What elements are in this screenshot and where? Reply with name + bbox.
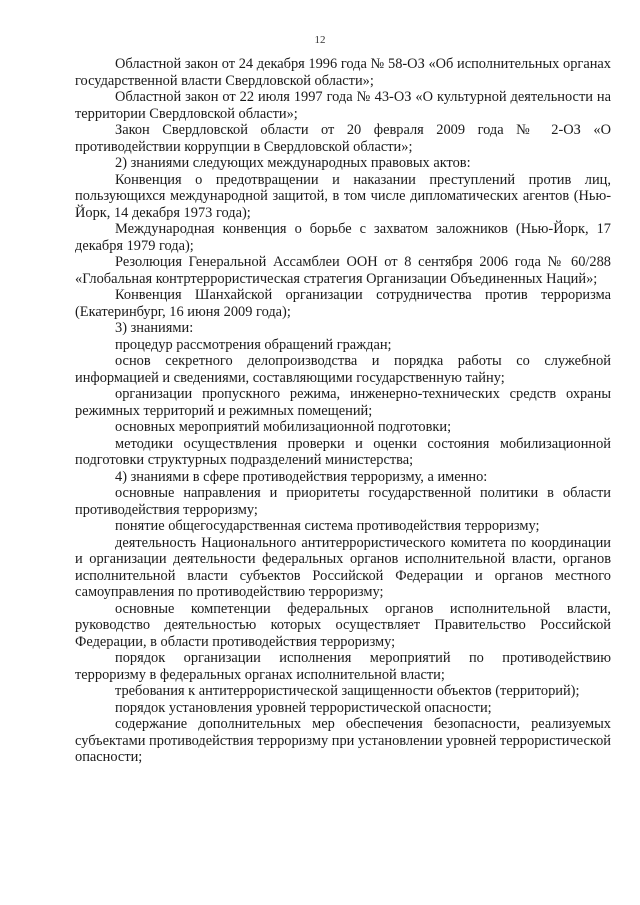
paragraph-intl-acts-heading: 2) знаниями следующих международных правовых актов:	[115, 155, 471, 171]
paragraph-law-43-oz: Областной закон от 22 июля 1997 года № 43-ОЗ «О культурной деятельности на территории Свердловской области»;	[75, 89, 611, 122]
paragraph-secret-records: основ секретного делопроизводства и порядка работы со служебной информацией и сведениями, составляющими государственную тайну;	[75, 353, 611, 386]
paragraph-additional-measures: содержание дополнительных мер обеспечения безопасности, реализуемых субъектами противодействия терроризму при установлении уровней террористической опасности;	[75, 716, 611, 765]
paragraph-counterterrorism-heading: 4) знаниями в сфере противодействия терроризму, а именно:	[115, 468, 488, 485]
paragraph-law-2-oz: Закон Свердловской области от 20 февраля 2009 года № 2-ОЗ «О противодействии коррупции в Свердловской области»;	[75, 122, 611, 155]
paragraph-mobilization-audit: методики осуществления проверки и оценки состояния мобилизационной подготовки структурных подразделений министерства;	[75, 435, 611, 468]
paragraph-federal-competences: основные компетенции федеральных органов исполнительной власти, руководство деятельностью которых осуществляет Правительство Российской Федерации, в области противодействия терроризму;	[75, 600, 611, 650]
paragraph-sco-convention: Конвенция Шанхайской организации сотрудничества против терроризма (Екатеринбург, 16 июня 2009 года);	[75, 287, 611, 320]
paragraph-citizen-appeals: процедур рассмотрения обращений граждан;	[115, 336, 392, 353]
paragraph-measures-execution: порядок организации исполнения мероприятий по противодействию терроризму в федеральных органах исполнительной власти;	[75, 650, 611, 683]
document-body	[75, 56, 611, 766]
paragraph-object-protection: требования к антитеррористической защищенности объектов (территорий);	[115, 683, 580, 699]
paragraph-knowledge-heading: 3) знаниями:	[115, 320, 194, 336]
paragraph-convention-hostages: Международная конвенция о борьбе с захватом заложников (Нью-Йорк, 17 декабря 1979 года);	[75, 221, 611, 254]
paragraph-threat-levels: порядок установления уровней террористической опасности;	[115, 699, 492, 716]
paragraph-convention-1973: Конвенция о предотвращении и наказании преступлений против лиц, пользующихся международной защитой, в том числе дипломатических агентов (Нью-Йорк, 14 декабря 1973 года);	[75, 171, 611, 221]
page-number: 12	[314, 34, 326, 46]
paragraph-mobilization-basics: основных мероприятий мобилизационной подготовки;	[115, 419, 452, 435]
paragraph-national-system: понятие общегосударственная система противодействия терроризму;	[115, 518, 540, 534]
paragraph-nak-activity: деятельность Национального антитеррористического комитета по координации и организации деятельности федеральных органов исполнительной власти, органов исполнительной власти субъектов Российской Федерации и органов местного самоуправления по противодействию терроризму;	[75, 534, 611, 600]
paragraph-law-58-oz: Областной закон от 24 декабря 1996 года № 58-ОЗ «Об исполнительных органах государственной власти Свердловской области»;	[75, 56, 611, 89]
paragraph-policy-priorities: основные направления и приоритеты государственной политики в области противодействия терроризму;	[75, 485, 611, 518]
paragraph-access-control: организации пропускного режима, инженерно-технических средств охраны режимных территорий и режимных помещений;	[75, 386, 611, 419]
paragraph-un-resolution: Резолюция Генеральной Ассамблеи ООН от 8 сентября 2006 года № 60/288 «Глобальная контртеррористическая стратегия Организации Объединенных Наций»;	[75, 254, 611, 287]
